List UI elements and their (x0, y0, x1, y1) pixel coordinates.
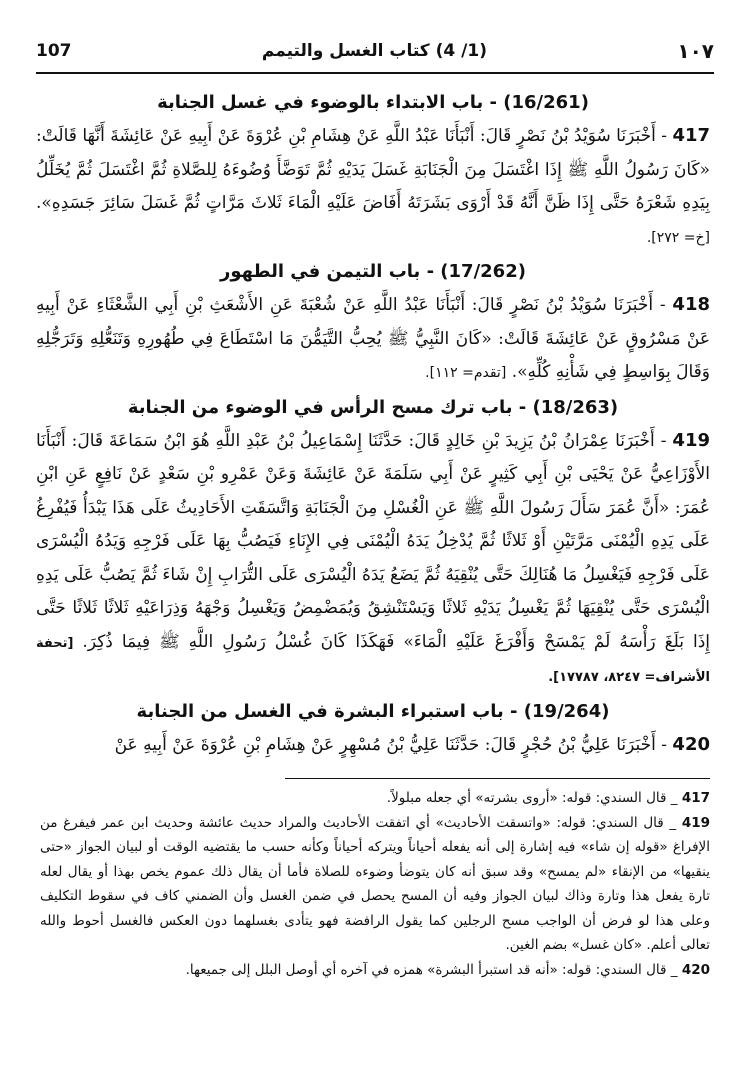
hadith-number: 419 (672, 429, 710, 451)
footnote-text: _ قال السندي: قوله: «أروى بشرته» أي جعله مبلولاً. (386, 790, 678, 806)
footnote (40, 786, 710, 811)
footnote-text: _ قال السندي: قوله: «واتسقت الأحاديث» أي اتفقت الأحاديث والمراد حديث عائشة وحديث ابن عمر فيفرغ من الإفراغ «قوله إن شاء» فيه إشارة إلى أنه يفعله أحياناً ويتركه أحياناً وكأنه حسب ما يقتضيه الوقت أو لبيان الجواز «حتى ينقيها» من الإنقاء «لم يمسح» وقد سبق أنه كان يتوضأ وضوءه للصلاة فأما أن يقال ذلك عموم يخص بهذا أو يقال لعله تارة يفعل هذا وتارة وذاك لبيان الجواز وفيه أن المسح يحصل في ضمن الغسل وأن الضمني كاف في سقوط التكليف وعلى هذا لو فرض أن الواجب مسح الرجلين كما يقول الرافضة فهو يتأدى بغسلهما دون العكس فالغسل أحوط والله تعالى أعلم. «كان غسل» بضم الغين. (40, 814, 710, 953)
running-title: (1/ 4) كتاب الغسل والتيمم (261, 41, 487, 61)
hadith-reference: [خ= ٢٧٢]. (646, 229, 710, 246)
chapter-heading: (17/262) - باب التيمن في الطهور (220, 261, 526, 282)
chapter-heading: (16/261) - باب الابتداء بالوضوء في غسل الجنابة (157, 92, 589, 113)
hadith-number: 420 (672, 733, 710, 755)
page-header (36, 36, 714, 74)
footnotes (40, 786, 710, 982)
hadith-paragraph (36, 424, 710, 695)
chapter-heading: (19/264) - باب استبراء البشرة في الغسل من الجنابة (136, 700, 610, 722)
hadith-paragraph (36, 288, 710, 391)
hadith-text: - أَخْبَرَنَا سُوَيْدُ بْنُ نَصْرٍ قَالَ: أَنْبَأَنَا عَبْدُ اللَّهِ عَنْ شُعْبَةَ عَنِ الأَشْعَثِ بْنِ أَبِي الشَّعْثَاءِ عَنْ أَبِيهِ عَنْ مَسْرُوقٍ عَنْ عَائِشَةَ قَالَتْ: «كَانَ النَّبِيُّ ﷺ يُحِبُّ التَّيَمُّنَ مَا اسْتَطَاعَ فِي طُهُورِهِ وَتَنَعُّلِهِ وَتَرَجُّلِهِ وَقَالَ بِوَاسِطٍ فِي شَأْنِهِ كُلِّهِ». (36, 295, 710, 382)
footnote-number: 420 (681, 961, 710, 978)
hadith-text: - أَخْبَرَنَا سُوَيْدُ بْنُ نَصْرٍ قَالَ: أَنْبَأَنَا عَبْدُ اللَّهِ عَنْ هِشَامِ بْنِ عُرْوَةَ عَنْ أَبِيهِ عَنْ عَائِشَةَ أَنَّهَا قَالَتْ: «كَانَ رَسُولُ اللَّهِ ﷺ إِذَا اغْتَسَلَ مِنَ الْجَنَابَةِ غَسَلَ يَدَيْهِ ثُمَّ تَوَضَّأَ وُضُوءَهُ لِلصَّلاةِ ثُمَّ اغْتَسَلَ ثُمَّ يُخَلِّلُ بِيَدِهِ شَعْرَهُ حَتَّى إِذَا ظَنَّ أَنَّهُ قَدْ أَرْوَى بَشَرَتَهُ أَفَاضَ عَلَيْهِ الْمَاءَ ثَلاثَ مَرَّاتٍ ثُمَّ غَسَلَ سَائِرَ جَسَدِهِ». (36, 126, 710, 213)
main-text (36, 86, 710, 762)
hadith-number: 418 (672, 294, 710, 315)
chapter-heading: (18/263) - باب ترك مسح الرأس في الوضوء من الجنابة (127, 396, 619, 418)
footnote (40, 958, 710, 983)
page-number-latin: 107 (36, 41, 72, 61)
footnote-number: 417 (681, 790, 710, 806)
hadith-paragraph (36, 728, 710, 763)
hadith-number: 417 (672, 125, 711, 146)
hadith-text: - أَخْبَرَنَا عِمْرَانُ بْنُ يَزِيدَ بْنِ خَالِدٍ قَالَ: حَدَّثَنَا إِسْمَاعِيلُ بْنُ عَبْدِ اللَّهِ هُوَ ابْنُ سَمَاعَةَ قَالَ: أَنْبَأَنَا الأَوْزَاعِيُّ عَنْ يَحْيَى بْنِ أَبِي كَثِيرٍ عَنْ أَبِي سَلَمَةَ عَنْ عَائِشَةَ وَعَنْ عَمْرِو بْنِ سَعْدٍ عَنْ نَافِعٍ عَنِ ابْنِ عُمَرَ: «أَنَّ عُمَرَ سَأَلَ رَسُولَ اللَّهِ ﷺ عَنِ الْغُسْلِ مِنَ الْجَنَابَةِ وَاتَّسَقَتِ الأَحَادِيثُ عَلَى هَذَا يَبْدَأُ فَيُفْرِغُ عَلَى يَدِهِ الْيُمْنَى مَرَّتَيْنِ أَوْ ثَلاثًا ثُمَّ يُدْخِلُ يَدَهُ الْيُمْنَى فِي الإِنَاءِ فَيَصُبُّ بِهَا عَلَى فَرْجِهِ وَيَدُهُ الْيُسْرَى عَلَى فَرْجِهِ فَيَغْسِلُ مَا هُنَالِكَ حَتَّى يُنْقِيَهُ ثُمَّ يَضَعُ يَدَهُ الْيُسْرَى عَلَى التُّرَابِ إِنْ شَاءَ ثُمَّ يَصُبُّ عَلَى يَدِهِ الْيُسْرَى حَتَّى يُنْقِيَهَا ثُمَّ يَغْسِلُ يَدَيْهِ ثَلاثًا وَيَسْتَنْشِقُ وَيُمَضْمِضُ وَيَغْسِلُ وَجْهَهُ وَذِرَاعَيْهِ ثَلاثًا ثَلاثًا حَتَّى إِذَا بَلَغَ رَأْسَهُ لَمْ يَمْسَحْ وَأَفْرَغَ عَلَيْهِ الْمَاءَ» فَهَكَذَا كَانَ غُسْلُ رَسُولِ اللَّهِ ﷺ فِيمَا ذُكِرَ. (36, 430, 710, 652)
footnote-divider (285, 778, 710, 779)
hadith-reference: [تحفة الأشراف= ٨٢٤٧، ١٧٧٨٧]. (36, 635, 710, 685)
footnote (40, 811, 710, 958)
hadith-reference: [تقدم= ١١٢]. (425, 365, 507, 381)
hadith-paragraph (36, 119, 710, 255)
footnote-number: 419 (681, 814, 710, 831)
footnote-text: _ قال السندي: قوله: «أنه قد استبرأ البشرة» همزه في آخره أي أوصل البلل إلى جميعها. (185, 961, 678, 978)
page-number-arabic: ١٠٧ (677, 39, 714, 63)
hadith-text: - أَخْبَرَنَا عَلِيُّ بْنُ حُجْرٍ قَالَ: حَدَّثَنَا عَلِيُّ بْنُ مُسْهِرٍ عَنْ هِشَامِ بْنِ عُرْوَةَ عَنْ أَبِيهِ عَنْ (114, 734, 668, 755)
